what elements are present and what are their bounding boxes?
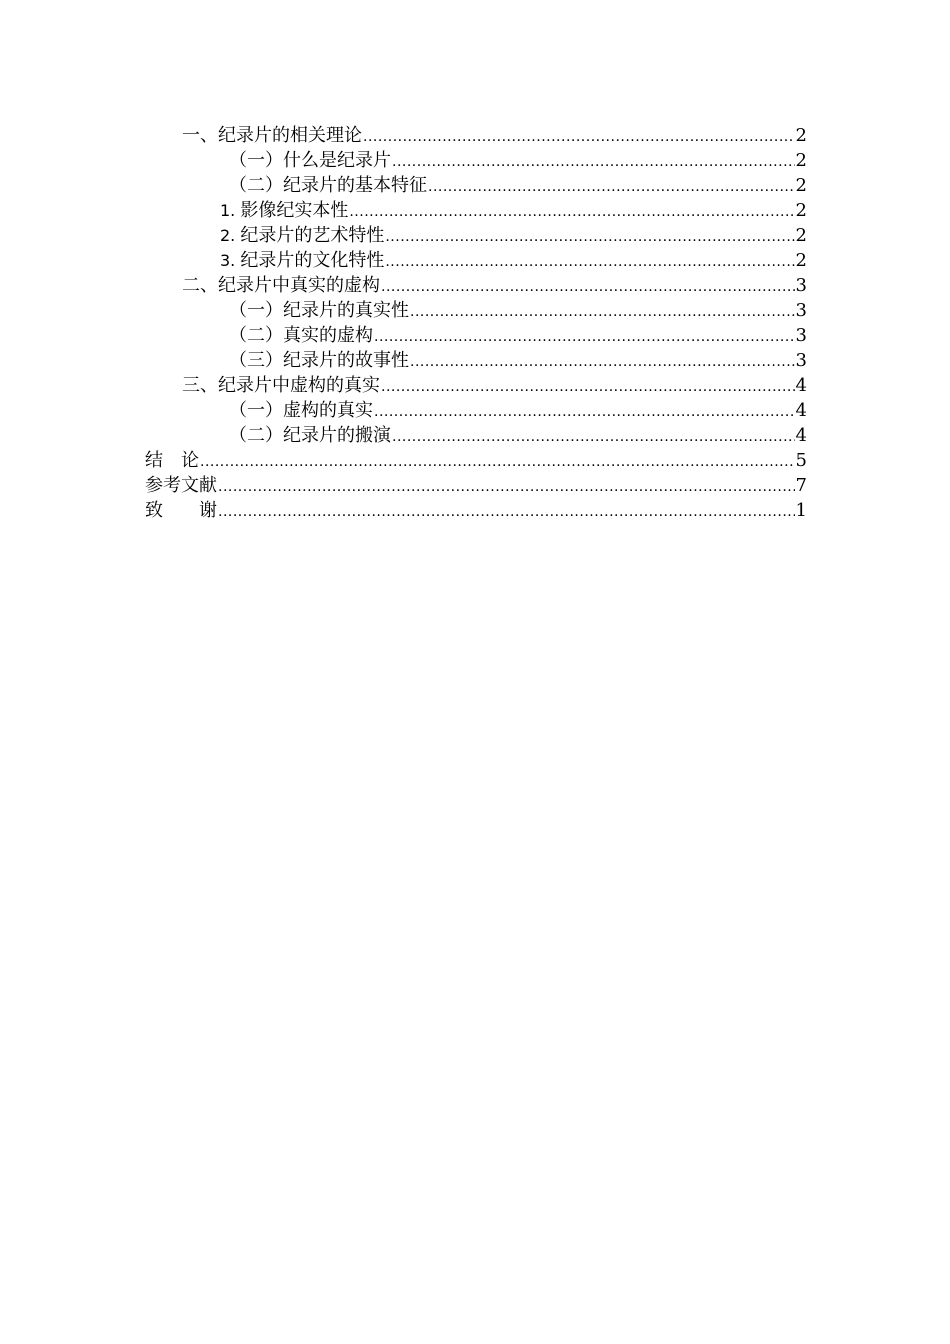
- toc-entry-number: 3.: [220, 251, 241, 270]
- toc-entry-title: [182, 123, 362, 148]
- toc-entry-title: [220, 198, 348, 223]
- toc-entry-title: [229, 148, 391, 173]
- toc-entry-text: （一）虚构的真实: [229, 400, 373, 421]
- toc-page-number: 3: [795, 275, 807, 296]
- toc-entry-text: 纪录片的艺术特性: [240, 225, 385, 246]
- toc-entry[interactable]: [145, 473, 807, 498]
- toc-page-number: 2: [795, 225, 807, 246]
- toc-entry-text: （一）什么是纪录片: [229, 150, 391, 171]
- toc-entry-text: （三）纪录片的故事性: [229, 350, 409, 371]
- toc-entry[interactable]: [145, 398, 807, 423]
- toc-entry-text: （二）纪录片的搬演: [229, 425, 391, 446]
- toc-page-number: 4: [795, 400, 807, 421]
- toc-entry[interactable]: [145, 173, 807, 198]
- toc-entry-text: 二、纪录片中真实的虚构: [182, 275, 380, 296]
- toc-page-number: 3: [795, 325, 807, 346]
- toc-page-number: 4: [795, 375, 807, 396]
- toc-page-number: 2: [795, 175, 807, 196]
- toc-entry[interactable]: [145, 348, 807, 373]
- toc-entry-title: [182, 273, 380, 298]
- dot-leader: [381, 275, 795, 300]
- toc-entry[interactable]: [145, 298, 807, 323]
- toc-entry-text: 参考文献: [145, 475, 217, 496]
- dot-leader: [200, 450, 795, 475]
- dot-leader: [410, 300, 795, 325]
- toc-entry-title: [220, 248, 384, 273]
- toc-page-number: 4: [795, 425, 807, 446]
- toc-page-number: 2: [795, 200, 807, 221]
- dot-leader: [381, 375, 795, 400]
- dot-leader: [392, 425, 795, 450]
- toc-entry-text: （一）纪录片的真实性: [229, 300, 409, 321]
- toc-entry-title: [229, 348, 409, 373]
- dot-leader: [385, 250, 794, 275]
- toc-entry-title: [229, 398, 373, 423]
- toc-entry-title: [145, 498, 217, 523]
- toc-page-number: 3: [795, 300, 807, 321]
- dot-leader: [374, 400, 795, 425]
- toc-entry-title: [145, 473, 217, 498]
- toc-entry[interactable]: [145, 498, 807, 523]
- dot-leader: [218, 500, 795, 525]
- toc-page-number: 5: [795, 450, 807, 471]
- toc-entry[interactable]: [145, 373, 807, 398]
- dot-leader: [349, 200, 794, 225]
- toc-entry-text: 结 论: [145, 450, 199, 471]
- toc-entry[interactable]: [145, 123, 807, 148]
- toc-entry-text: 致 谢: [145, 500, 217, 521]
- toc-entry-number: 2.: [220, 226, 241, 245]
- toc-entry-text: 三、纪录片中虚构的真实: [182, 375, 380, 396]
- toc-page-number: 1: [795, 500, 807, 521]
- toc-entry-text: （二）真实的虚构: [229, 325, 373, 346]
- toc-page-number: 3: [795, 350, 807, 371]
- dot-leader: [428, 175, 795, 200]
- toc-entry-text: 纪录片的文化特性: [240, 250, 385, 271]
- toc-entry[interactable]: [145, 448, 807, 473]
- toc-page-number: 2: [795, 125, 807, 146]
- dot-leader: [385, 225, 794, 250]
- toc-entry-title: [220, 223, 384, 248]
- toc-entry-title: [229, 173, 427, 198]
- toc-entry-title: [182, 373, 380, 398]
- toc-entry[interactable]: [145, 423, 807, 448]
- dot-leader: [392, 150, 795, 175]
- dot-leader: [410, 350, 795, 375]
- toc-entry[interactable]: [145, 223, 807, 248]
- toc-entry-text: （二）纪录片的基本特征: [229, 175, 427, 196]
- toc-entry-title: [229, 298, 409, 323]
- toc-entry[interactable]: [145, 273, 807, 298]
- toc-entry[interactable]: [145, 148, 807, 173]
- toc-entry-title: [229, 323, 373, 348]
- toc-entry-title: [229, 423, 391, 448]
- toc-entry-text: 一、纪录片的相关理论: [182, 125, 362, 146]
- toc-entry[interactable]: [145, 248, 807, 273]
- toc-entry-title: [145, 448, 199, 473]
- toc-entry-text: 影像纪实本性: [240, 200, 349, 221]
- toc-page-number: 7: [795, 475, 807, 496]
- toc-entry[interactable]: [145, 198, 807, 223]
- dot-leader: [218, 475, 795, 500]
- toc-entry-number: 1.: [220, 201, 241, 220]
- toc-page-number: 2: [795, 250, 807, 271]
- toc-page-number: 2: [795, 150, 807, 171]
- dot-leader: [374, 325, 795, 350]
- dot-leader: [363, 125, 795, 150]
- table-of-contents: [145, 123, 807, 523]
- toc-entry[interactable]: [145, 323, 807, 348]
